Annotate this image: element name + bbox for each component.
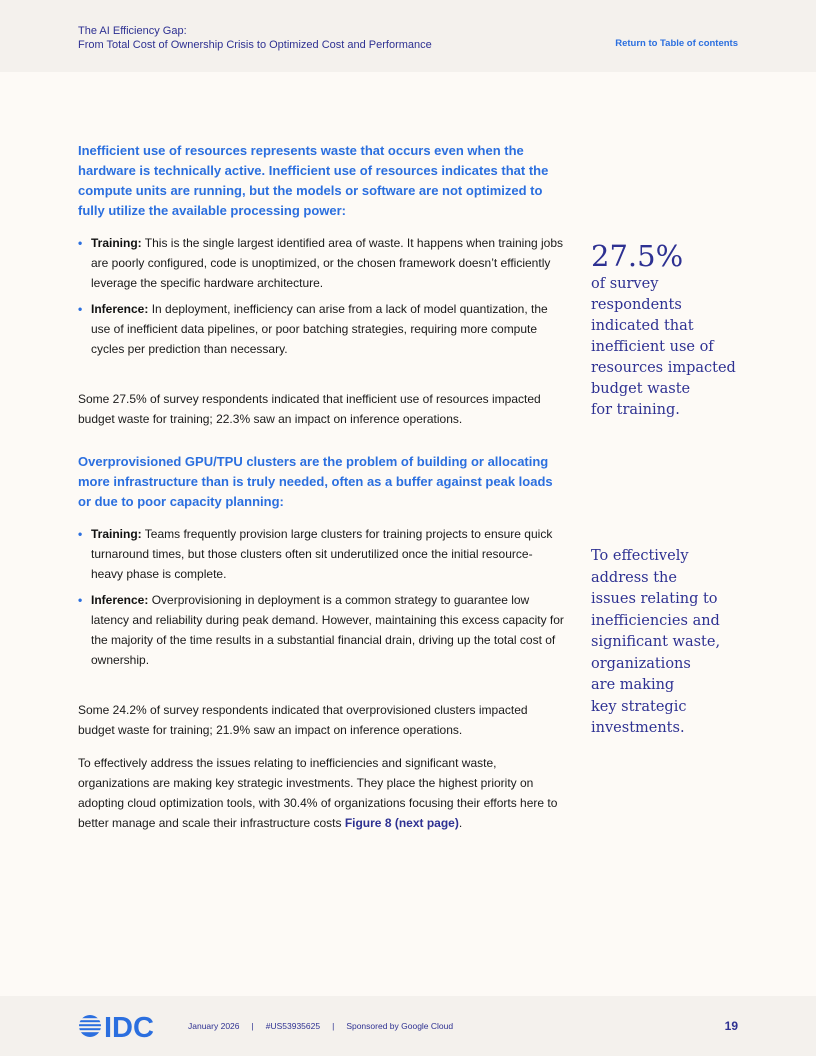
idc-logo-icon xyxy=(78,1012,168,1040)
callout-text xyxy=(591,274,751,421)
callout-line: for training. xyxy=(591,402,680,418)
quote-line: issues relating to xyxy=(591,591,718,607)
bullet-label: Inference: xyxy=(91,302,149,316)
pull-quote xyxy=(591,546,761,740)
callout-stat: 27.5% xyxy=(591,239,684,273)
bullet-text: In deployment, inefficiency can arise from a lack of model quantization, the use of inefficient data pipelines, or poor batching strategies, requiring more compute cycles per prediction than necessary. xyxy=(91,302,548,356)
document-title xyxy=(78,24,432,52)
quote-line: address the xyxy=(591,569,677,586)
title-line-2: From Total Cost of Ownership Crisis to Optimized Cost and Performance xyxy=(78,39,432,51)
page-number: 19 xyxy=(724,1019,738,1033)
quote-line: key strategic xyxy=(591,698,687,715)
footer-separator: | xyxy=(251,1021,254,1031)
main-content xyxy=(78,141,564,833)
list-item xyxy=(78,299,564,359)
logo-text: IDC xyxy=(104,1012,154,1040)
figure-8-link[interactable]: Figure 8 (next page) xyxy=(344,816,459,830)
callout-line: of survey xyxy=(591,276,659,292)
footer-sponsor: Sponsored by Google Cloud xyxy=(346,1021,454,1031)
callout-line: budget waste xyxy=(591,381,691,397)
quote-line: are making xyxy=(591,677,675,693)
list-item xyxy=(78,233,564,293)
callout-line: indicated that xyxy=(591,318,694,334)
toc-link[interactable]: Return to Table of contents xyxy=(615,38,738,49)
section2-lead: Overprovisioned GPU/TPU clusters are the problem of building or allocating more infrastructure than is truly needed, often as a buffer against peak loads or due to poor capacity planning: xyxy=(78,454,553,509)
quote-line: investments. xyxy=(591,720,685,736)
closing-end: . xyxy=(458,816,463,830)
title-line-1: The AI Efficiency Gap: xyxy=(78,25,187,37)
footer-separator: | xyxy=(332,1021,335,1031)
footer-meta xyxy=(188,1021,459,1031)
quote-line: To effectively xyxy=(591,548,689,564)
bullet-text: Overprovisioning in deployment is a common strategy to guarantee low latency and reliability during peak demand. However, maintaining this excess capacity for the majority of the time results in a substantial financial drain, driving up the total cost of ownership. xyxy=(91,593,564,667)
quote-line: inefficiencies and xyxy=(591,612,720,629)
bullet-label: Training: xyxy=(91,236,142,250)
footer-doc-id: #US53935625 xyxy=(265,1021,321,1031)
section2-stat-paragraph: Some 24.2% of survey respondents indicated that overprovisioned clusters impacted budget waste for training; 21.9% saw an impact on inference operations. xyxy=(78,703,528,737)
section1-bullets xyxy=(78,233,564,359)
bullet-text: This is the single largest identified area of waste. It happens when training jobs are poorly configured, code is unoptimized, or the chosen framework doesn’t efficiently leverage the specific hardware architecture. xyxy=(91,236,564,290)
section2-bullets xyxy=(78,524,564,670)
quote-line: significant waste, xyxy=(591,634,721,650)
closing-text: To effectively address the issues relating to inefficiencies and significant waste, organizations are making key strategic investments. They place the highest priority on adopting cloud optimization tools, with 30.4% of organizations focusing their efforts here to better manage and scale their infrastructure costs xyxy=(78,756,558,830)
closing-paragraph xyxy=(78,753,564,833)
section1-stat-paragraph: Some 27.5% of survey respondents indicated that inefficient use of resources impacted budget waste for training; 22.3% saw an impact on inference operations. xyxy=(78,392,541,426)
section1-lead: Inefficient use of resources represents waste that occurs even when the hardware is technically active. Inefficient use of resources indicates that the compute units are running, but the models or software are not optimized to fully utilize the available processing power: xyxy=(78,143,549,218)
stat-callout xyxy=(591,238,751,421)
bullet-label: Inference: xyxy=(91,593,149,607)
callout-line: resources impacted xyxy=(591,360,736,376)
bullet-text: Teams frequently provision large clusters for training projects to ensure quick turnaround times, but those clusters often sit underutilized once the initial resource-heavy phase is complete. xyxy=(91,527,553,581)
callout-line: respondents xyxy=(591,297,682,313)
footer-date: January 2026 xyxy=(188,1021,240,1031)
quote-line: organizations xyxy=(591,655,691,672)
callout-line: inefficient use of xyxy=(591,339,714,355)
list-item xyxy=(78,590,564,670)
bullet-label: Training: xyxy=(91,527,142,541)
header-band xyxy=(0,0,816,72)
list-item xyxy=(78,524,564,584)
